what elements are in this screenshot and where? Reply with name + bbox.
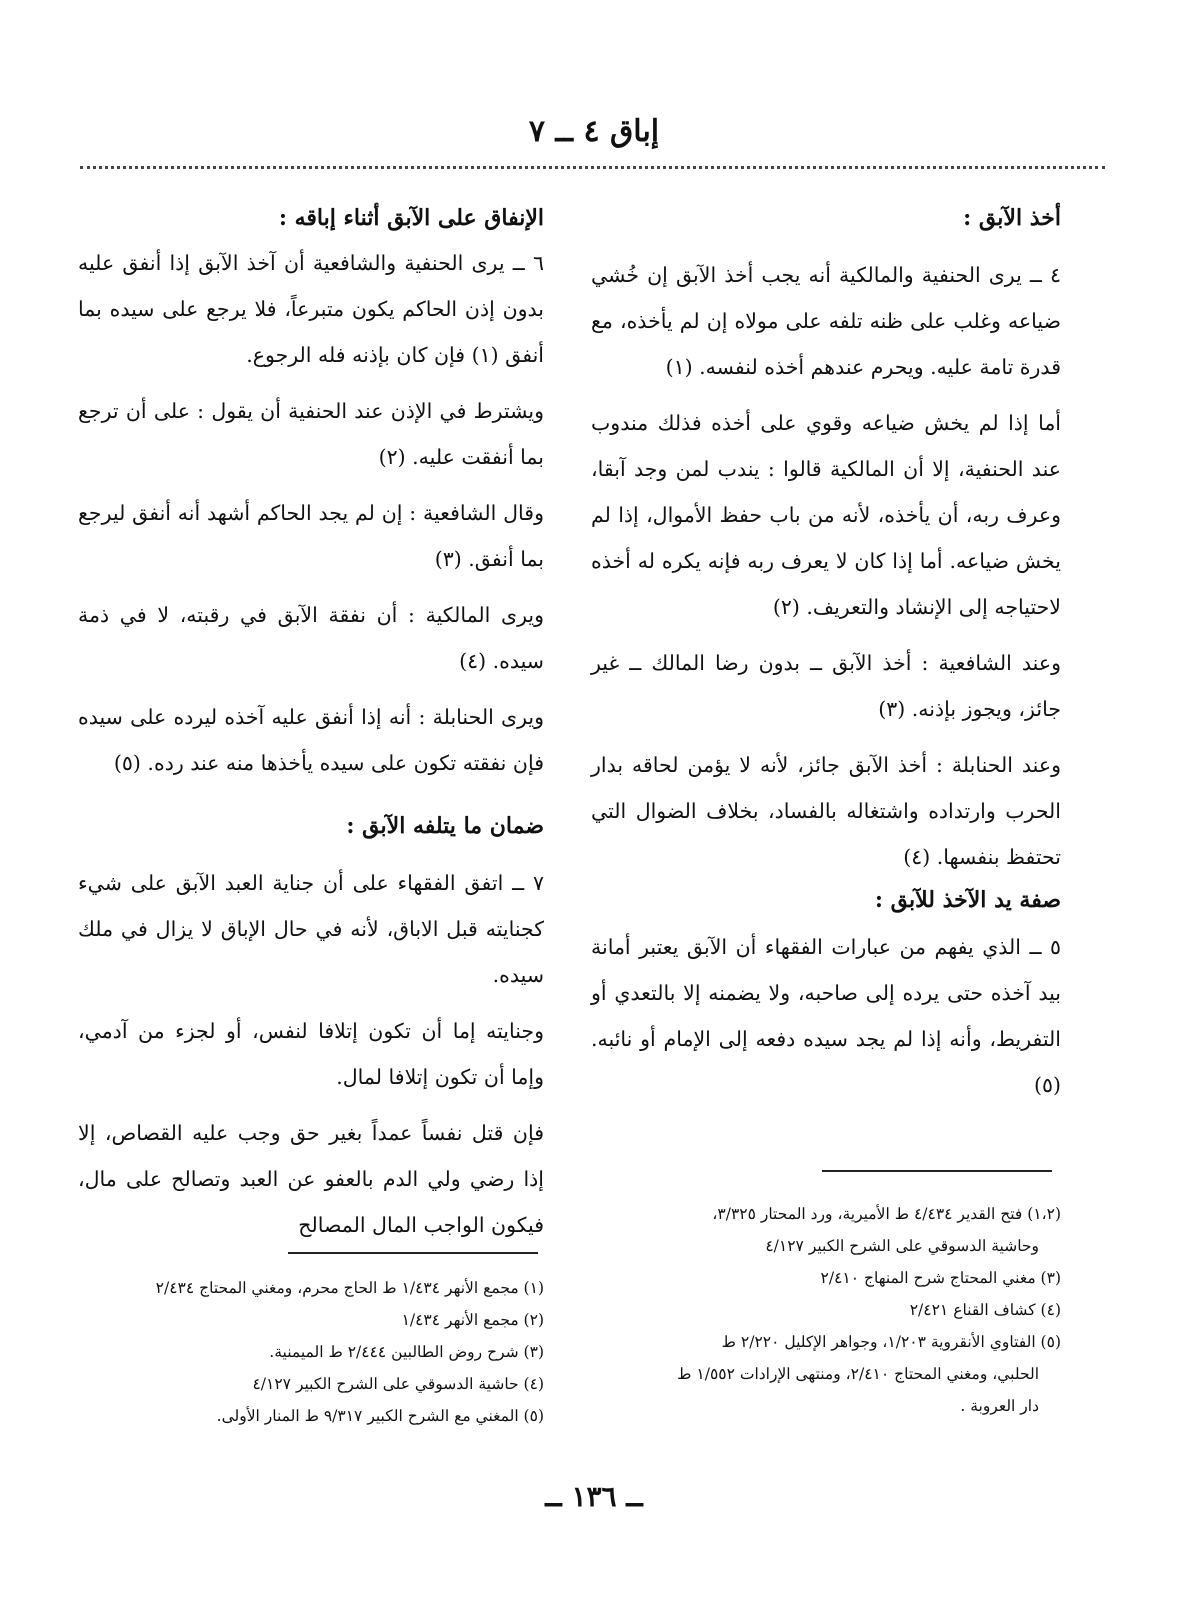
- footnotes-left: [78, 1272, 544, 1432]
- paragraph: وعند الحنابلة : أخذ الآبق جائز، لأنه لا يؤمن لحاقه بدار الحرب وارتداده واشتغاله بالفساد، بخلاف الضوال التي تحتفظ بنفسها. (٤): [591, 753, 1061, 869]
- paragraph: وجنايته إما أن تكون إتلافا لنفس، أو لجزء من آدمي، وإما أن تكون إتلافا لمال.: [78, 1019, 544, 1089]
- paragraph: ويرى الحنابلة : أنه إذا أنفق عليه آخذه ليرده على سيده فإن نفقته تكون على سيده يأخذها منه عند رده. (٥): [78, 705, 544, 775]
- footnote: (١) مجمع الأنهر ١/٤٣٤ ط الحاج محرم، ومغني المحتاج ٢/٤٣٤: [155, 1279, 544, 1297]
- paragraph: ويشترط في الإذن عند الحنفية أن يقول : على أن ترجع بما أنفقت عليه. (٢): [78, 399, 544, 469]
- footnotes-right: [591, 1198, 1061, 1422]
- footnote: وحاشية الدسوقي على الشرح الكبير ٤/١٢٧: [765, 1237, 1039, 1255]
- right-column: [591, 198, 1061, 1118]
- footnote: (٤) حاشية الدسوقي على الشرح الكبير ٤/١٢٧: [252, 1375, 544, 1393]
- section-heading-hand-status: صفة يد الآخذ للآبق :: [874, 887, 1061, 913]
- paragraph-4: ٤ ــ يرى الحنفية والمالكية أنه يجب أخذ الآبق إن خُشي ضياعه وغلب على ظنه تلفه على مولاه إن لم يأخذه، مع قدرة تامة عليه. ويحرم عندهم أخذه لنفسه. (١): [591, 263, 1061, 379]
- header-dotted-divider: [80, 166, 1105, 169]
- paragraph: فإن قتل نفساً عمداً بغير حق وجب عليه القصاص، إلا إذا رضي ولي الدم بالعفو عن العبد وتصالح على مال، فيكون الواجب المال المصالح: [78, 1121, 544, 1237]
- footnote: (٥) الفتاوي الأنقروية ١/٢٠٣، وجواهر الإكليل ٢/٢٢٠ ط: [721, 1333, 1061, 1351]
- running-header: إباق ٤ ــ ٧: [528, 114, 660, 149]
- section-heading-spending: الإنفاق على الآبق أثناء إباقه :: [278, 205, 544, 231]
- paragraph-7: ٧ ــ اتفق الفقهاء على أن جناية العبد الآبق على شيء كجنايته قبل الاباق، لأنه في حال الإباق لا يزال في ملك سيده.: [78, 871, 544, 987]
- footnote: (٣) شرح روض الطالبين ٢/٤٤٤ ط الميمنية.: [269, 1343, 544, 1361]
- paragraph-6: ٦ ــ يرى الحنفية والشافعية أن آخذ الآبق إذا أنفق عليه بدون إذن الحاكم يكون متبرعاً، فلا يرجع على سيده بما أنفق (١) فإن كان بإذنه فله الرجوع.: [78, 251, 544, 367]
- footnote: (١،٢) فتح القدير ٤/٤٣٤ ط الأميرية، ورد المحتار ٣/٣٢٥،: [712, 1205, 1061, 1223]
- footnote: (٥) المغني مع الشرح الكبير ٩/٣١٧ ط المنار الأولى.: [216, 1407, 544, 1425]
- paragraph: وقال الشافعية : إن لم يجد الحاكم أشهد أنه أنفق ليرجع بما أنفق. (٣): [78, 501, 544, 571]
- footnote: (٢) مجمع الأنهر ١/٤٣٤: [401, 1311, 544, 1329]
- footnote: الحلبي، ومغني المحتاج ٢/٤١٠، ومنتهى الإرادات ١/٥٥٢ ط: [677, 1365, 1039, 1383]
- footnote: (٣) مغني المحتاج شرح المنهاج ٢/٤١٠: [820, 1269, 1061, 1287]
- footnote-rule-left: [288, 1252, 538, 1254]
- paragraph: وعند الشافعية : أخذ الآبق ــ بدون رضا المالك ــ غير جائز، ويجوز بإذنه. (٣): [591, 651, 1061, 721]
- footnote-rule-right: [822, 1170, 1052, 1172]
- paragraph: أما إذا لم يخش ضياعه وقوي على أخذه فذلك مندوب عند الحنفية، إلا أن المالكية قالوا : يندب لمن وجد آبقا، وعرف ربه، أن يأخذه، لأنه من باب حفظ الأموال، إذا لم يخش ضياعه. أما إذا كان لا يعرف ربه فإنه يكره له أخذه لاحتياجه إلى الإنشاد والتعريف. (٢): [591, 411, 1061, 619]
- section-heading-liability: ضمان ما يتلفه الآبق :: [346, 813, 544, 839]
- page-number: ــ ١٣٦ ــ: [545, 1480, 643, 1513]
- paragraph: ويرى المالكية : أن نفقة الآبق في رقبته، لا في ذمة سيده. (٤): [78, 603, 544, 673]
- section-heading-taking-runaway: أخذ الآبق :: [963, 205, 1061, 231]
- footnote: دار العروبة .: [960, 1397, 1039, 1415]
- paragraph-5: ٥ ــ الذي يفهم من عبارات الفقهاء أن الآبق يعتبر أمانة بيد آخذه حتى يرده إلى صاحبه، ولا يضمنه إلا بالتعدي أو التفريط، وأنه إذا لم يجد سيده دفعه إلى الإمام أو نائبه. (٥): [591, 935, 1061, 1097]
- left-column: [78, 198, 544, 1258]
- footnote: (٤) كشاف القناع ٢/٤٢١: [909, 1301, 1061, 1319]
